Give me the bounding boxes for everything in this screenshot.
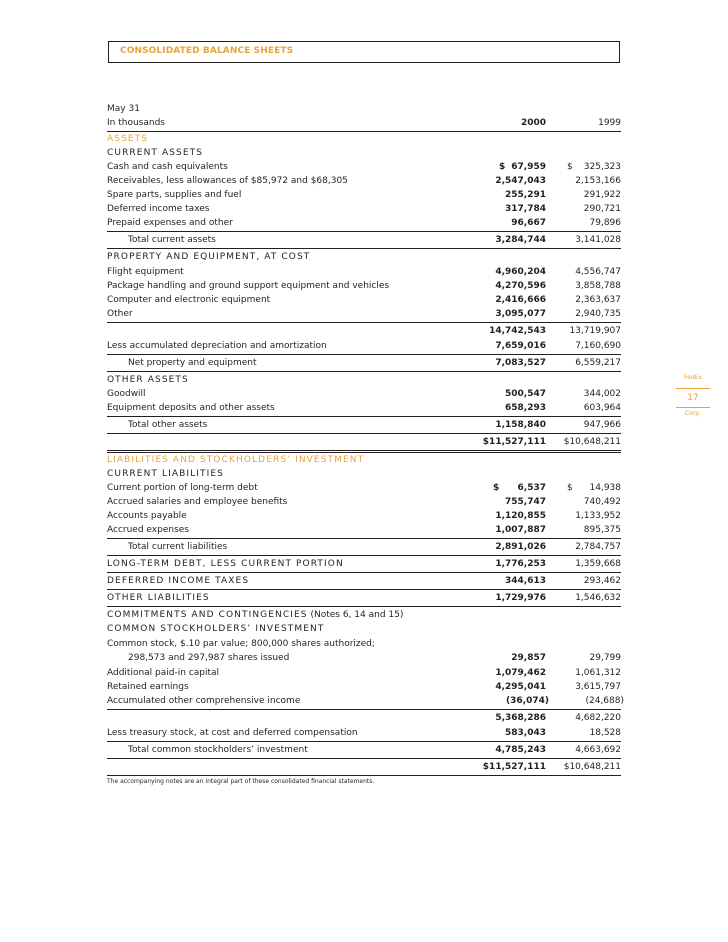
value-2000: 3,284,744 (495, 235, 546, 245)
table-row (107, 523, 621, 537)
value-2000: 29,857 (511, 653, 546, 663)
table-row (107, 279, 621, 293)
table-row (107, 495, 621, 509)
value-2000: 67,959 (511, 162, 546, 172)
row-label: Total current assets (128, 235, 216, 245)
value-2000: $11,527,111 (482, 762, 546, 772)
total-row (107, 356, 621, 370)
row-label: Less accumulated depreciation and amortization (107, 341, 327, 351)
row-label: Goodwill (107, 389, 146, 399)
table-row (107, 160, 621, 174)
value-2000: 7,659,016 (495, 341, 546, 351)
row-label: Accumulated other comprehensive income (107, 696, 301, 706)
page-title: CONSOLIDATED BALANCE SHEETS (120, 46, 294, 56)
value-1999: 291,922 (583, 190, 621, 200)
value-1999: 740,492 (583, 497, 621, 507)
row-label: Additional paid-in capital (107, 668, 220, 678)
value-1999: 895,375 (583, 525, 621, 535)
value-1999: $10,648,211 (563, 437, 621, 447)
table-row (107, 574, 621, 588)
row-label: Prepaid expenses and other (107, 218, 233, 228)
brand-label: FedEx (684, 374, 702, 381)
row-label: Net property and equipment (128, 358, 257, 368)
row-label: DEFERRED INCOME TAXES (107, 576, 250, 586)
total-row (107, 418, 621, 432)
value-2000: 2,547,043 (495, 176, 546, 186)
value-1999: 2,153,166 (575, 176, 621, 186)
rule (107, 354, 621, 355)
page-number: 17 (676, 388, 710, 408)
value-1999: 1,546,632 (575, 593, 621, 603)
title-box (108, 41, 620, 63)
table-row (107, 293, 621, 307)
value-1999: 1,359,668 (575, 559, 621, 569)
value-1999: 603,964 (583, 403, 621, 413)
value-2000: 96,667 (511, 218, 546, 228)
table-row (107, 202, 621, 216)
value-1999: 29,799 (589, 653, 621, 663)
table-row (107, 188, 621, 202)
liabilities-heading: LIABILITIES AND STOCKHOLDERS’ INVESTMENT (107, 455, 365, 465)
row-label: Current portion of long-term debt (107, 483, 258, 493)
value-2000: 5,368,286 (495, 713, 546, 723)
value-2000: 2,891,026 (495, 542, 546, 552)
table-row (107, 216, 621, 230)
value-2000: 3,095,077 (495, 309, 546, 319)
rule (107, 416, 621, 417)
table-row (107, 387, 621, 401)
value-1999: 325,323 (583, 162, 621, 172)
row-label: Total common stockholders’ investment (128, 745, 308, 755)
value-2000: 1,776,253 (495, 559, 546, 569)
row-label: 298,573 and 297,987 shares issued (128, 653, 290, 663)
value-2000: 755,747 (505, 497, 546, 507)
value-1999: 18,528 (589, 728, 621, 738)
rule (107, 606, 621, 607)
dollar-sign: $ (493, 483, 500, 493)
value-2000: 14,742,543 (489, 326, 546, 336)
header-rule (107, 131, 621, 132)
corp-label: Corp. (684, 410, 702, 417)
value-1999: 14,938 (589, 483, 621, 493)
current-assets-heading: CURRENT ASSETS (107, 148, 204, 158)
table-row (107, 339, 621, 353)
value-2000: 4,960,204 (495, 267, 546, 277)
row-label: Less treasury stock, at cost and deferred compensation (107, 728, 358, 738)
rule (107, 572, 621, 573)
assets-heading: ASSETS (107, 134, 149, 144)
table-row (107, 591, 621, 605)
footnote: The accompanying notes are an integral part of these consolidated financial statements. (107, 778, 375, 785)
header-col-1999: 1999 (598, 118, 621, 128)
row-label: Other (107, 309, 133, 319)
dollar-sign: $ (567, 483, 573, 493)
value-2000: 4,270,596 (495, 281, 546, 291)
table-row (107, 680, 621, 694)
value-1999: 2,363,637 (575, 295, 621, 305)
value-1999: 947,966 (583, 420, 621, 430)
rule (107, 322, 621, 323)
table-row (107, 666, 621, 680)
value-2000: 1,079,462 (495, 668, 546, 678)
rule (107, 248, 621, 249)
row-label: Computer and electronic equipment (107, 295, 271, 305)
rule (107, 758, 621, 759)
value-1999: 7,160,690 (575, 341, 621, 351)
value-1999: 3,615,797 (575, 682, 621, 692)
rule (107, 709, 621, 710)
value-2000: 1,007,887 (495, 525, 546, 535)
dollar-sign: $ (499, 162, 506, 172)
row-label: Flight equipment (107, 267, 184, 277)
value-1999: 1,061,312 (575, 668, 621, 678)
value-2000: 1,158,840 (495, 420, 546, 430)
value-1999: 2,784,757 (575, 542, 621, 552)
value-2000: 1,120,855 (495, 511, 546, 521)
value-2000: 4,295,041 (495, 682, 546, 692)
row-label: Package handling and ground support equipment and vehicles (107, 281, 390, 291)
commitments-label-wrap (107, 610, 403, 620)
value-1999: 3,141,028 (575, 235, 621, 245)
grand-total-row (107, 760, 621, 774)
rule (107, 775, 621, 776)
row-label: LONG-TERM DEBT, LESS CURRENT PORTION (107, 559, 344, 569)
rule (107, 589, 621, 590)
total-row (107, 233, 621, 247)
grand-total-row (107, 435, 621, 449)
rule (107, 538, 621, 539)
side-brand (676, 374, 710, 381)
value-2000: 344,613 (505, 576, 546, 586)
value-1999: 1,133,952 (575, 511, 621, 521)
value-2000: 1,729,976 (495, 593, 546, 603)
value-2000: 7,083,527 (495, 358, 546, 368)
value-1999: 2,940,735 (575, 309, 621, 319)
row-label: Deferred income taxes (107, 204, 210, 214)
row-label: Total current liabilities (128, 542, 228, 552)
row-label: Accrued expenses (107, 525, 189, 535)
value-1999: 4,556,747 (575, 267, 621, 277)
rule (107, 741, 621, 742)
value-1999: 290,721 (583, 204, 621, 214)
value-1999: 293,462 (583, 576, 621, 586)
table-row (107, 174, 621, 188)
value-2000: 6,537 (517, 483, 546, 493)
row-label: Accounts payable (107, 511, 187, 521)
value-1999: 79,896 (589, 218, 621, 228)
rule (107, 450, 621, 451)
table-row (107, 651, 621, 665)
row-label: Receivables, less allowances of $85,972 and $68,305 (107, 176, 348, 186)
commitments-label: COMMITMENTS AND CONTINGENCIES (107, 610, 308, 620)
rule (107, 555, 621, 556)
table-row (107, 509, 621, 523)
rule (107, 452, 621, 453)
value-2000: 583,043 (505, 728, 546, 738)
table-row (107, 481, 621, 495)
subtotal-row (107, 711, 621, 725)
value-2000: 500,547 (505, 389, 546, 399)
subtotal-row (107, 324, 621, 338)
table-row (107, 694, 624, 708)
row-label: Equipment deposits and other assets (107, 403, 275, 413)
other-assets-heading: OTHER ASSETS (107, 375, 189, 385)
table-row (107, 265, 621, 279)
value-1999: 4,663,692 (575, 745, 621, 755)
current-liabilities-heading: CURRENT LIABILITIES (107, 469, 224, 479)
rule (107, 433, 621, 434)
commitments-note: (Notes 6, 14 and 15) (307, 610, 404, 620)
value-2000: 317,784 (505, 204, 546, 214)
ppe-heading: PROPERTY AND EQUIPMENT, AT COST (107, 252, 311, 262)
header-col-2000: 2000 (520, 118, 546, 128)
table-row (107, 557, 621, 571)
table-row (107, 307, 621, 321)
row-label: Spare parts, supplies and fuel (107, 190, 242, 200)
csi-heading: COMMON STOCKHOLDERS’ INVESTMENT (107, 624, 325, 634)
row-label: Total other assets (128, 420, 208, 430)
table-row (107, 726, 621, 740)
header-units: In thousands (107, 118, 165, 128)
value-1999: (24,688) (585, 696, 624, 706)
row-label: Cash and cash equivalents (107, 162, 228, 172)
rule (107, 371, 621, 372)
header-date: May 31 (107, 104, 140, 114)
value-2000: $11,527,111 (482, 437, 546, 447)
row-label: Accrued salaries and employee benefits (107, 497, 288, 507)
value-2000: (36,074) (506, 696, 549, 706)
value-2000: 255,291 (505, 190, 546, 200)
dollar-sign: $ (567, 162, 573, 172)
value-1999: 6,559,217 (575, 358, 621, 368)
value-2000: 658,293 (505, 403, 546, 413)
value-1999: 13,719,907 (569, 326, 621, 336)
total-row (107, 743, 621, 757)
row-label: OTHER LIABILITIES (107, 593, 210, 603)
row-label: Retained earnings (107, 682, 189, 692)
row-label: Common stock, $.10 par value; 800,000 shares authorized; (107, 639, 375, 649)
value-2000: 4,785,243 (495, 745, 546, 755)
value-1999: 3,858,788 (575, 281, 621, 291)
commitments-row (107, 608, 621, 622)
value-1999: 344,002 (583, 389, 621, 399)
table-row (107, 401, 621, 415)
total-row (107, 540, 621, 554)
table-row (107, 637, 621, 651)
side-corp (676, 410, 710, 417)
value-2000: 2,416,666 (495, 295, 546, 305)
value-1999: $10,648,211 (563, 762, 621, 772)
value-1999: 4,682,220 (575, 713, 621, 723)
rule (107, 231, 621, 232)
